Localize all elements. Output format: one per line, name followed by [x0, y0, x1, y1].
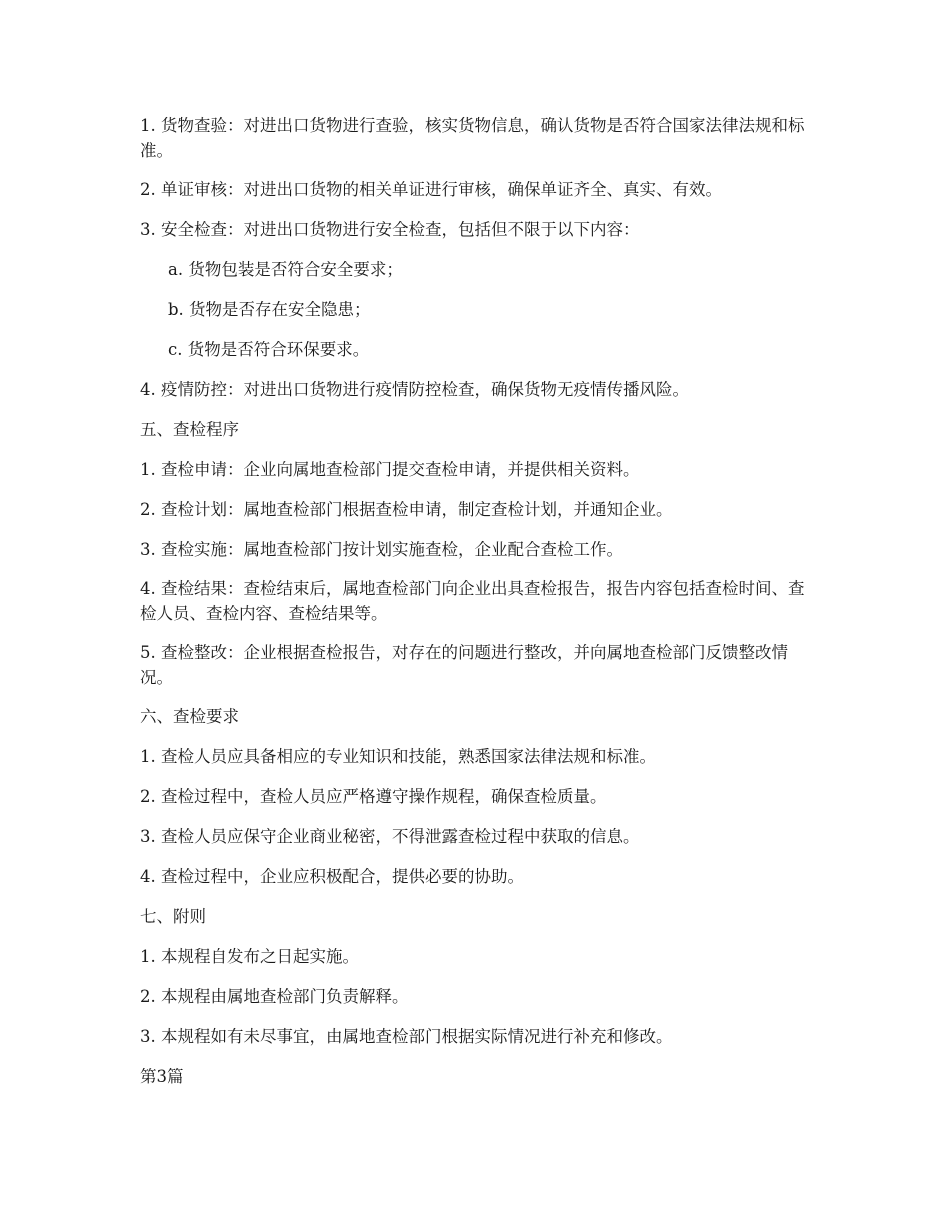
list-item: 3. 查检人员应保守企业商业秘密，不得泄露查检过程中获取的信息。 [140, 827, 640, 846]
sub-list-item: c. 货物是否符合环保要求。 [168, 340, 370, 359]
list-item: 5. 查检整改：企业根据查检报告，对存在的问题进行整改，并向属地查检部门反馈整改情况。 [140, 643, 788, 687]
list-item: 3. 安全检查：对进出口货物进行安全检查，包括但不限于以下内容： [140, 220, 640, 239]
list-item: 2. 本规程由属地查检部门负责解释。 [140, 987, 409, 1006]
section-heading: 第3篇 [140, 1067, 184, 1086]
section-heading: 七、附则 [140, 907, 206, 926]
section-heading: 六、查检要求 [140, 707, 239, 726]
list-item: 4. 查检过程中，企业应积极配合，提供必要的协助。 [140, 867, 524, 886]
list-item: 1. 查检申请：企业向属地查检部门提交查检申请，并提供相关资料。 [140, 460, 640, 479]
list-item: 2. 单证审核：对进出口货物的相关单证进行审核，确保单证齐全、真实、有效。 [140, 180, 722, 199]
section-heading: 五、查检程序 [140, 420, 239, 439]
list-item: 4. 疫情防控：对进出口货物进行疫情防控检查，确保货物无疫情传播风险。 [140, 380, 689, 399]
sub-list-item: b. 货物是否存在安全隐患； [168, 300, 371, 319]
list-item: 3. 本规程如有未尽事宜，由属地查检部门根据实际情况进行补充和修改。 [140, 1027, 673, 1046]
list-item: 3. 查检实施：属地查检部门按计划实施查检，企业配合查检工作。 [140, 540, 623, 559]
list-item: 1. 货物查验：对进出口货物进行查验，核实货物信息，确认货物是否符合国家法律法规和标准。 [140, 116, 805, 160]
sub-list-item: a. 货物包装是否符合安全要求； [168, 260, 403, 279]
list-item: 1. 查检人员应具备相应的专业知识和技能，熟悉国家法律法规和标准。 [140, 747, 656, 766]
list-item: 1. 本规程自发布之日起实施。 [140, 947, 359, 966]
list-item: 2. 查检过程中，查检人员应严格遵守操作规程，确保查检质量。 [140, 787, 607, 806]
list-item: 2. 查检计划：属地查检部门根据查检申请，制定查检计划，并通知企业。 [140, 500, 673, 519]
list-item: 4. 查检结果：查检结束后，属地查检部门向企业出具查检报告，报告内容包括查检时间、查检人员、查检内容、查检结果等。 [140, 579, 805, 623]
